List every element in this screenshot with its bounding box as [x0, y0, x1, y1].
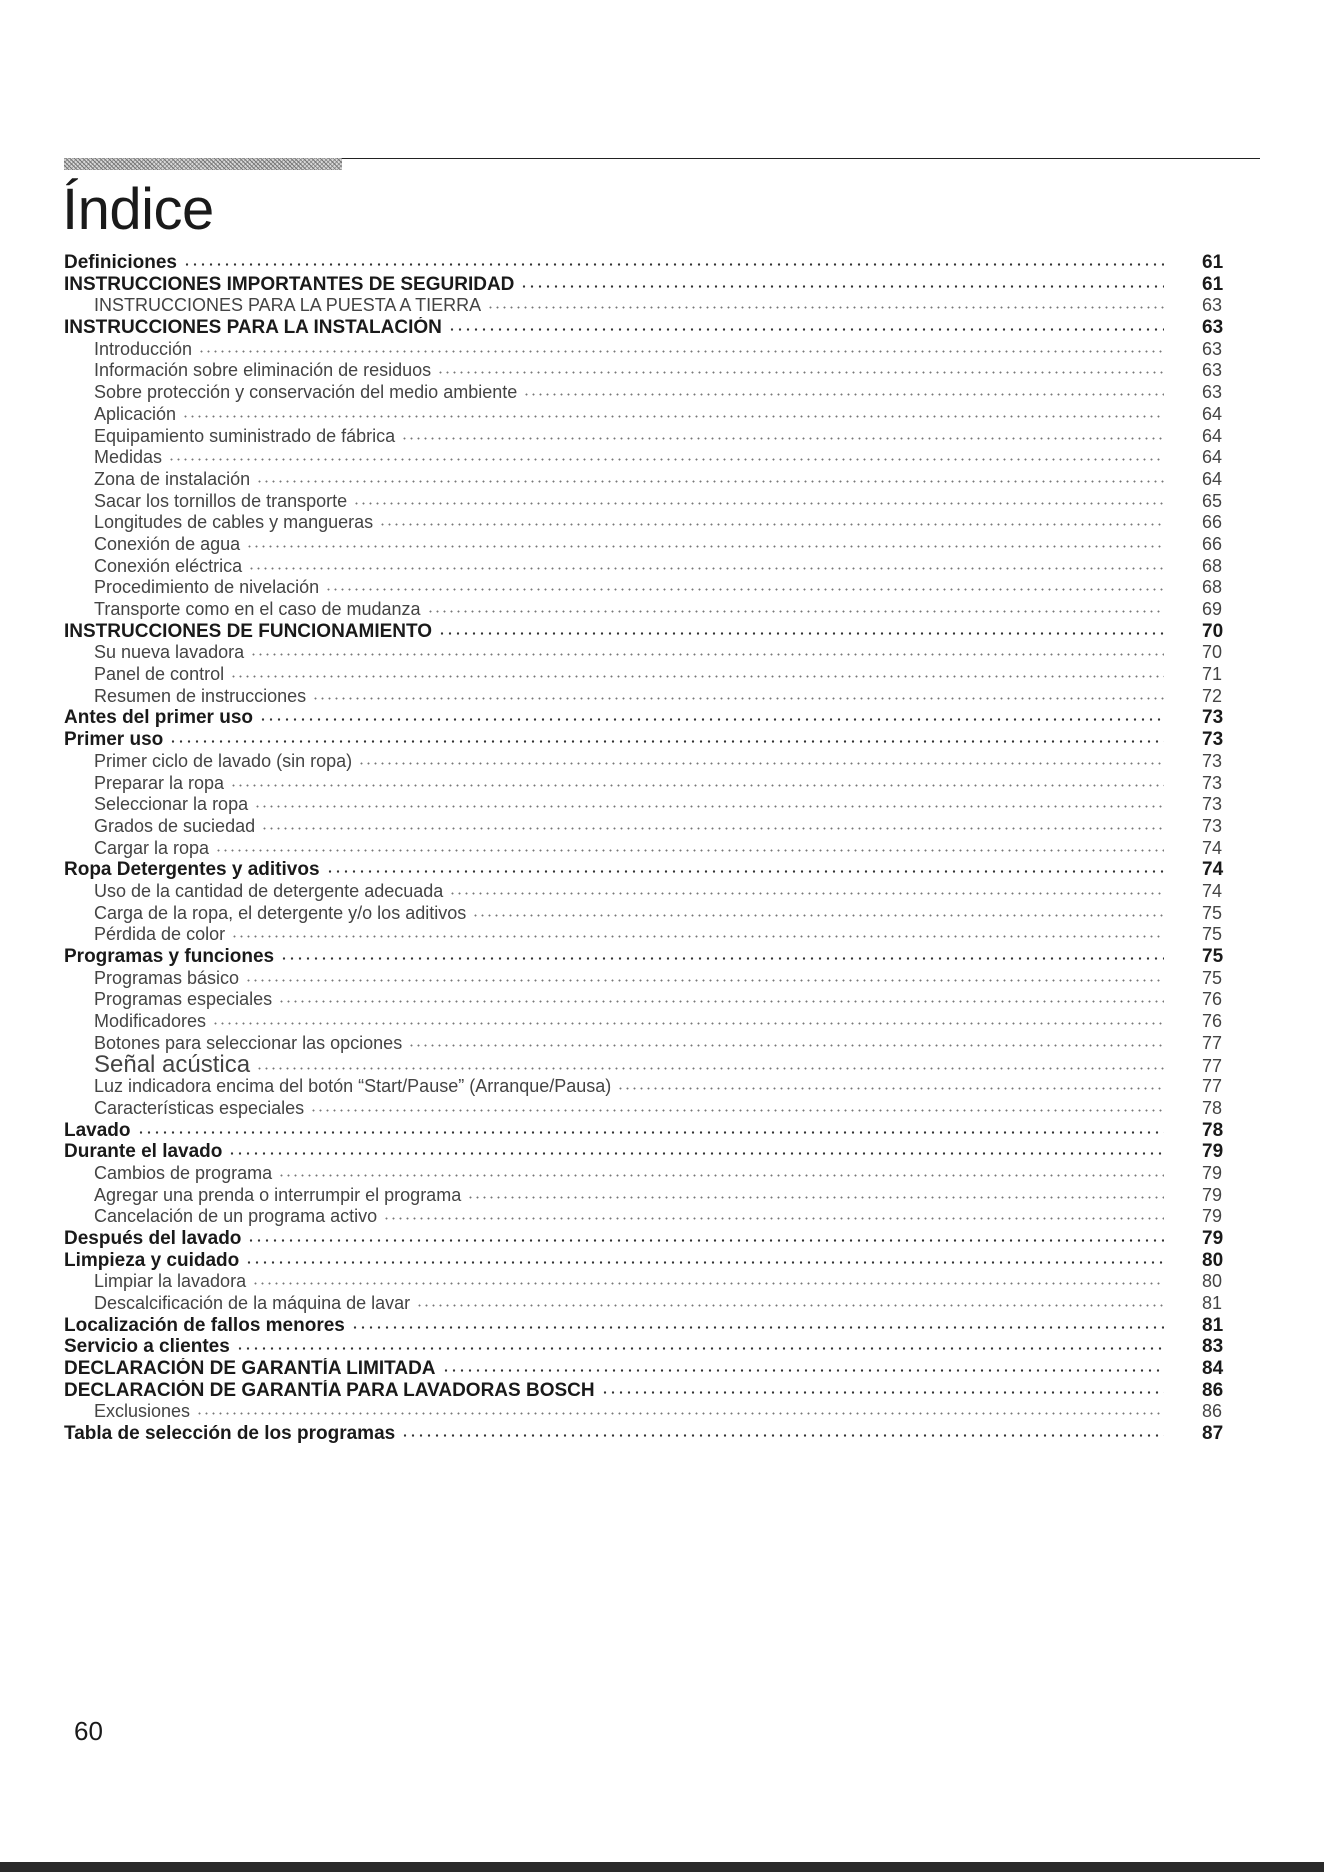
toc-entry[interactable]	[64, 295, 1224, 317]
toc-entry-page: 81	[1202, 1314, 1224, 1336]
toc-entry[interactable]	[64, 1315, 1224, 1337]
toc-entry[interactable]	[64, 968, 1224, 990]
dot-leader	[617, 1078, 1164, 1092]
toc-entry[interactable]	[64, 707, 1224, 729]
toc-entry[interactable]	[64, 621, 1224, 643]
toc-entry-page: 69	[1202, 599, 1223, 619]
toc-entry[interactable]	[64, 577, 1224, 599]
dot-leader	[438, 623, 1164, 637]
toc-entry-title: Lavado	[64, 1119, 131, 1141]
dot-leader	[228, 1143, 1164, 1157]
toc-entry[interactable]	[64, 1054, 1224, 1076]
toc-entry-page: 87	[1202, 1423, 1224, 1445]
dot-leader	[523, 384, 1164, 398]
toc-entry-title: Cargar la ropa	[94, 837, 210, 858]
toc-entry[interactable]	[64, 751, 1224, 773]
dot-leader	[137, 1122, 1164, 1136]
dot-leader	[401, 1425, 1164, 1439]
toc-entry[interactable]	[64, 729, 1224, 751]
toc-entry-title: INSTRUCCIONES DE FUNCIONAMIENTO	[64, 620, 433, 642]
toc-entry-title: Longitudes de cables y mangueras	[94, 512, 374, 533]
toc-entry-title: Resumen de instrucciones	[94, 685, 307, 706]
toc-entry-page: 86	[1202, 1401, 1223, 1422]
toc-entry-title: DECLARACIÓN DE GARANTÍA PARA LAVADORAS BOSCH	[64, 1379, 595, 1401]
dot-leader	[325, 579, 1164, 593]
dot-leader	[278, 991, 1164, 1005]
table-of-contents	[64, 252, 1224, 1445]
toc-entry-page: 77	[1202, 1056, 1223, 1077]
toc-entry-page: 64	[1202, 425, 1223, 446]
dot-leader	[261, 818, 1164, 832]
toc-entry[interactable]	[64, 1098, 1224, 1120]
toc-entry-page: 64	[1202, 468, 1223, 489]
toc-entry-page: 70	[1202, 642, 1223, 663]
toc-entry-title: Preparar la ropa	[94, 772, 225, 793]
toc-entry-title: Programas básico	[94, 967, 240, 988]
toc-entry-title: Pérdida de color	[94, 924, 226, 945]
toc-entry-title: Programas y funciones	[64, 946, 275, 967]
dot-leader	[351, 1317, 1164, 1331]
toc-entry[interactable]	[64, 512, 1224, 534]
toc-entry-title: Localización de fallos menores	[64, 1314, 345, 1336]
toc-entry[interactable]	[64, 642, 1224, 664]
toc-entry-title: Luz indicadora encima del botón “Start/Pause” (Arranque/Pausa)	[94, 1076, 612, 1097]
dot-leader	[278, 1165, 1164, 1179]
toc-entry-title: Medidas	[94, 447, 163, 468]
dot-leader	[245, 970, 1164, 984]
toc-entry-page: 80	[1202, 1249, 1224, 1271]
dot-leader	[449, 883, 1164, 897]
toc-entry[interactable]	[64, 599, 1224, 621]
toc-entry-page: 75	[1202, 946, 1224, 967]
toc-entry-page: 78	[1202, 1097, 1223, 1118]
dot-leader	[230, 666, 1164, 680]
toc-entry-title: Limpiar la lavadora	[94, 1271, 247, 1292]
dot-leader	[467, 1187, 1164, 1201]
toc-entry[interactable]	[64, 556, 1224, 578]
dot-leader	[448, 319, 1164, 333]
toc-entry-title: Después del lavado	[64, 1227, 242, 1249]
toc-entry[interactable]	[64, 1271, 1224, 1293]
toc-entry-title: Introducción	[94, 338, 193, 359]
toc-entry[interactable]	[64, 686, 1224, 708]
toc-entry[interactable]	[64, 382, 1224, 404]
toc-entry-page: 63	[1202, 338, 1223, 359]
toc-entry-page: 73	[1202, 794, 1223, 815]
toc-entry-page: 76	[1202, 1011, 1223, 1032]
toc-entry-page: 73	[1202, 707, 1224, 729]
toc-entry-page: 74	[1202, 837, 1223, 858]
toc-entry-page: 65	[1202, 490, 1223, 511]
toc-entry-title: Procedimiento de nivelación	[94, 577, 320, 598]
dot-leader	[231, 926, 1164, 940]
dot-leader	[442, 1360, 1164, 1374]
toc-entry[interactable]	[64, 664, 1224, 686]
toc-entry-page: 70	[1202, 620, 1224, 642]
toc-entry-title: Durante el lavado	[64, 1141, 223, 1163]
toc-entry-page: 66	[1202, 512, 1223, 533]
toc-entry-page: 76	[1202, 989, 1223, 1010]
toc-entry[interactable]	[64, 1076, 1224, 1098]
dot-leader	[254, 796, 1164, 810]
toc-entry-title: Primer ciclo de lavado (sin ropa)	[94, 750, 353, 771]
toc-entry-page: 79	[1202, 1227, 1224, 1249]
toc-entry-page: 75	[1202, 902, 1223, 923]
dot-leader	[437, 362, 1164, 376]
toc-entry-title: Botones para seleccionar las opciones	[94, 1032, 403, 1053]
toc-entry[interactable]	[64, 404, 1224, 426]
toc-entry[interactable]	[64, 773, 1224, 795]
toc-entry-title: Sacar los tornillos de transporte	[94, 490, 348, 511]
toc-entry-title: Descalcificación de la máquina de lavar	[94, 1293, 411, 1313]
header-pattern-bar	[64, 158, 342, 170]
toc-entry[interactable]	[64, 794, 1224, 816]
toc-entry[interactable]	[64, 1185, 1224, 1207]
toc-entry[interactable]	[64, 1250, 1224, 1272]
toc-entry[interactable]	[64, 360, 1224, 382]
toc-entry[interactable]	[64, 1423, 1224, 1445]
toc-entry[interactable]	[64, 816, 1224, 838]
toc-entry-page: 75	[1202, 924, 1223, 945]
dot-leader	[256, 1058, 1164, 1072]
dot-leader	[252, 1273, 1164, 1287]
toc-entry[interactable]	[64, 1011, 1224, 1033]
toc-entry-page: 63	[1202, 295, 1223, 316]
toc-entry[interactable]	[64, 924, 1224, 946]
dot-leader	[358, 753, 1164, 767]
bottom-edge	[0, 1862, 1324, 1872]
toc-entry[interactable]	[64, 881, 1224, 903]
dot-leader	[168, 449, 1164, 463]
toc-entry-title: Zona de instalación	[94, 468, 251, 489]
toc-entry-page: 84	[1202, 1358, 1224, 1380]
dot-leader	[230, 775, 1164, 789]
dot-leader	[245, 1252, 1164, 1266]
toc-entry[interactable]	[64, 469, 1224, 491]
toc-entry[interactable]	[64, 1293, 1224, 1315]
toc-entry-title: Cambios de programa	[94, 1162, 273, 1183]
toc-entry-page: 68	[1202, 577, 1223, 598]
dot-leader	[379, 514, 1164, 528]
toc-entry-title: Aplicación	[94, 403, 177, 424]
toc-entry-title: Transporte como en el caso de mudanza	[94, 599, 421, 619]
toc-entry[interactable]	[64, 426, 1224, 448]
toc-entry-title: Antes del primer uso	[64, 707, 253, 729]
toc-entry-page: 78	[1202, 1119, 1224, 1141]
toc-entry-page: 71	[1202, 664, 1223, 685]
dot-leader	[250, 644, 1164, 658]
toc-entry-page: 72	[1202, 685, 1223, 706]
toc-entry-page: 63	[1202, 360, 1223, 381]
toc-entry[interactable]	[64, 252, 1224, 274]
toc-entry-page: 80	[1202, 1271, 1223, 1292]
dot-leader	[182, 406, 1164, 420]
toc-entry[interactable]	[64, 339, 1224, 361]
toc-entry[interactable]	[64, 274, 1224, 296]
toc-entry[interactable]	[64, 1380, 1224, 1402]
toc-entry-title: Programas especiales	[94, 989, 273, 1010]
toc-entry-page: 81	[1202, 1293, 1223, 1313]
toc-entry[interactable]	[64, 491, 1224, 513]
toc-entry-page: 79	[1202, 1162, 1223, 1183]
toc-entry[interactable]	[64, 317, 1224, 339]
toc-entry-title: Seleccionar la ropa	[94, 794, 249, 815]
toc-entry-page: 73	[1202, 815, 1223, 836]
toc-entry-page: 77	[1202, 1076, 1223, 1097]
dot-leader	[472, 905, 1164, 919]
dot-leader	[259, 709, 1164, 723]
dot-leader	[198, 341, 1164, 355]
toc-entry-page: 74	[1202, 859, 1224, 881]
dot-leader	[248, 558, 1164, 572]
toc-entry-page: 73	[1202, 729, 1224, 751]
dot-leader	[520, 276, 1164, 290]
toc-entry[interactable]	[64, 838, 1224, 860]
toc-entry-title: Definiciones	[64, 252, 177, 273]
toc-entry-title: Conexión de agua	[94, 533, 241, 554]
dot-leader	[312, 688, 1164, 702]
toc-entry-title: Equipamiento suministrado de fábrica	[94, 425, 396, 446]
toc-entry-page: 63	[1202, 317, 1224, 339]
dot-leader	[183, 254, 1164, 268]
toc-entry-title: DECLARACIÓN DE GARANTÍA LIMITADA	[64, 1358, 436, 1380]
dot-leader	[280, 948, 1164, 962]
toc-entry-title: Primer uso	[64, 729, 164, 751]
toc-entry-page: 75	[1202, 967, 1223, 988]
toc-entry-title: Información sobre eliminación de residuos	[94, 360, 432, 381]
toc-entry-page: 61	[1202, 252, 1224, 273]
toc-entry-title: Cancelación de un programa activo	[94, 1206, 378, 1227]
dot-leader	[427, 601, 1164, 615]
toc-entry-page: 74	[1202, 880, 1223, 901]
toc-entry-page: 73	[1202, 772, 1223, 793]
toc-entry-title: Modificadores	[94, 1011, 207, 1032]
toc-entry[interactable]	[64, 1120, 1224, 1142]
toc-entry-page: 83	[1202, 1336, 1224, 1358]
toc-entry-page: 64	[1202, 403, 1223, 424]
toc-entry-title: Servicio a clientes	[64, 1336, 230, 1358]
toc-entry-page: 79	[1202, 1141, 1224, 1163]
toc-entry[interactable]	[64, 1228, 1224, 1250]
toc-entry-page: 86	[1202, 1379, 1224, 1401]
dot-leader	[310, 1100, 1164, 1114]
toc-entry[interactable]	[64, 1336, 1224, 1358]
toc-entry-title: Uso de la cantidad de detergente adecuada	[94, 880, 444, 901]
toc-entry-page: 64	[1202, 447, 1223, 468]
toc-entry[interactable]	[64, 1141, 1224, 1163]
toc-entry[interactable]	[64, 1206, 1224, 1228]
dot-leader	[256, 471, 1164, 485]
toc-entry-title: Características especiales	[94, 1097, 305, 1118]
toc-entry-title: Tabla de selección de los programas	[64, 1423, 396, 1445]
toc-entry-page: 63	[1202, 382, 1223, 403]
dot-leader	[246, 536, 1164, 550]
toc-entry-page: 66	[1202, 533, 1223, 554]
toc-entry[interactable]	[64, 1401, 1224, 1423]
toc-entry-page: 79	[1202, 1206, 1223, 1227]
dot-leader	[215, 840, 1164, 854]
dot-leader	[326, 861, 1164, 875]
toc-entry-title: Conexión eléctrica	[94, 555, 243, 576]
dot-leader	[236, 1338, 1164, 1352]
toc-entry-title: INSTRUCCIONES PARA LA PUESTA A TIERRA	[94, 295, 482, 316]
dot-leader	[212, 1013, 1164, 1027]
dot-leader	[401, 428, 1164, 442]
toc-entry[interactable]	[64, 447, 1224, 469]
toc-entry[interactable]	[64, 859, 1224, 881]
toc-entry-title: Carga de la ropa, el detergente y/o los aditivos	[94, 902, 467, 923]
toc-entry-page: 61	[1202, 273, 1224, 295]
toc-entry[interactable]	[64, 534, 1224, 556]
toc-entry-title: Limpieza y cuidado	[64, 1249, 240, 1271]
toc-entry-title: Sobre protección y conservación del medio ambiente	[94, 382, 518, 403]
toc-entry-page: 77	[1202, 1032, 1223, 1053]
dot-leader	[416, 1295, 1164, 1309]
toc-entry-page: 73	[1202, 750, 1223, 771]
dot-leader	[601, 1382, 1164, 1396]
dot-leader	[247, 1230, 1164, 1244]
toc-entry[interactable]	[64, 989, 1224, 1011]
toc-entry[interactable]	[64, 1163, 1224, 1185]
toc-entry-title: Panel de control	[94, 664, 225, 685]
dot-leader	[487, 297, 1164, 311]
toc-entry[interactable]	[64, 946, 1224, 968]
toc-entry[interactable]	[64, 1358, 1224, 1380]
toc-entry-title: Agregar una prenda o interrumpir el programa	[94, 1184, 462, 1205]
page-title: Índice	[62, 177, 214, 242]
dot-leader	[383, 1208, 1164, 1222]
dot-leader	[169, 731, 1164, 745]
toc-entry[interactable]	[64, 1033, 1224, 1055]
toc-entry-page: 68	[1202, 555, 1223, 576]
toc-entry-title: Grados de suciedad	[94, 815, 256, 836]
dot-leader	[353, 493, 1164, 507]
toc-entry-title: Exclusiones	[94, 1401, 191, 1422]
dot-leader	[196, 1403, 1164, 1417]
page-number: 60	[74, 1716, 103, 1746]
dot-leader	[408, 1035, 1164, 1049]
toc-entry-title: Señal acústica	[94, 1054, 251, 1077]
toc-entry[interactable]	[64, 903, 1224, 925]
toc-entry-title: INSTRUCCIONES PARA LA INSTALACIÓN	[64, 317, 442, 339]
toc-entry-title: INSTRUCCIONES IMPORTANTES DE SEGURIDAD	[64, 273, 515, 295]
toc-entry-title: Ropa Detergentes y aditivos	[64, 859, 320, 881]
toc-entry-title: Su nueva lavadora	[94, 642, 245, 663]
toc-entry-page: 79	[1202, 1184, 1223, 1205]
